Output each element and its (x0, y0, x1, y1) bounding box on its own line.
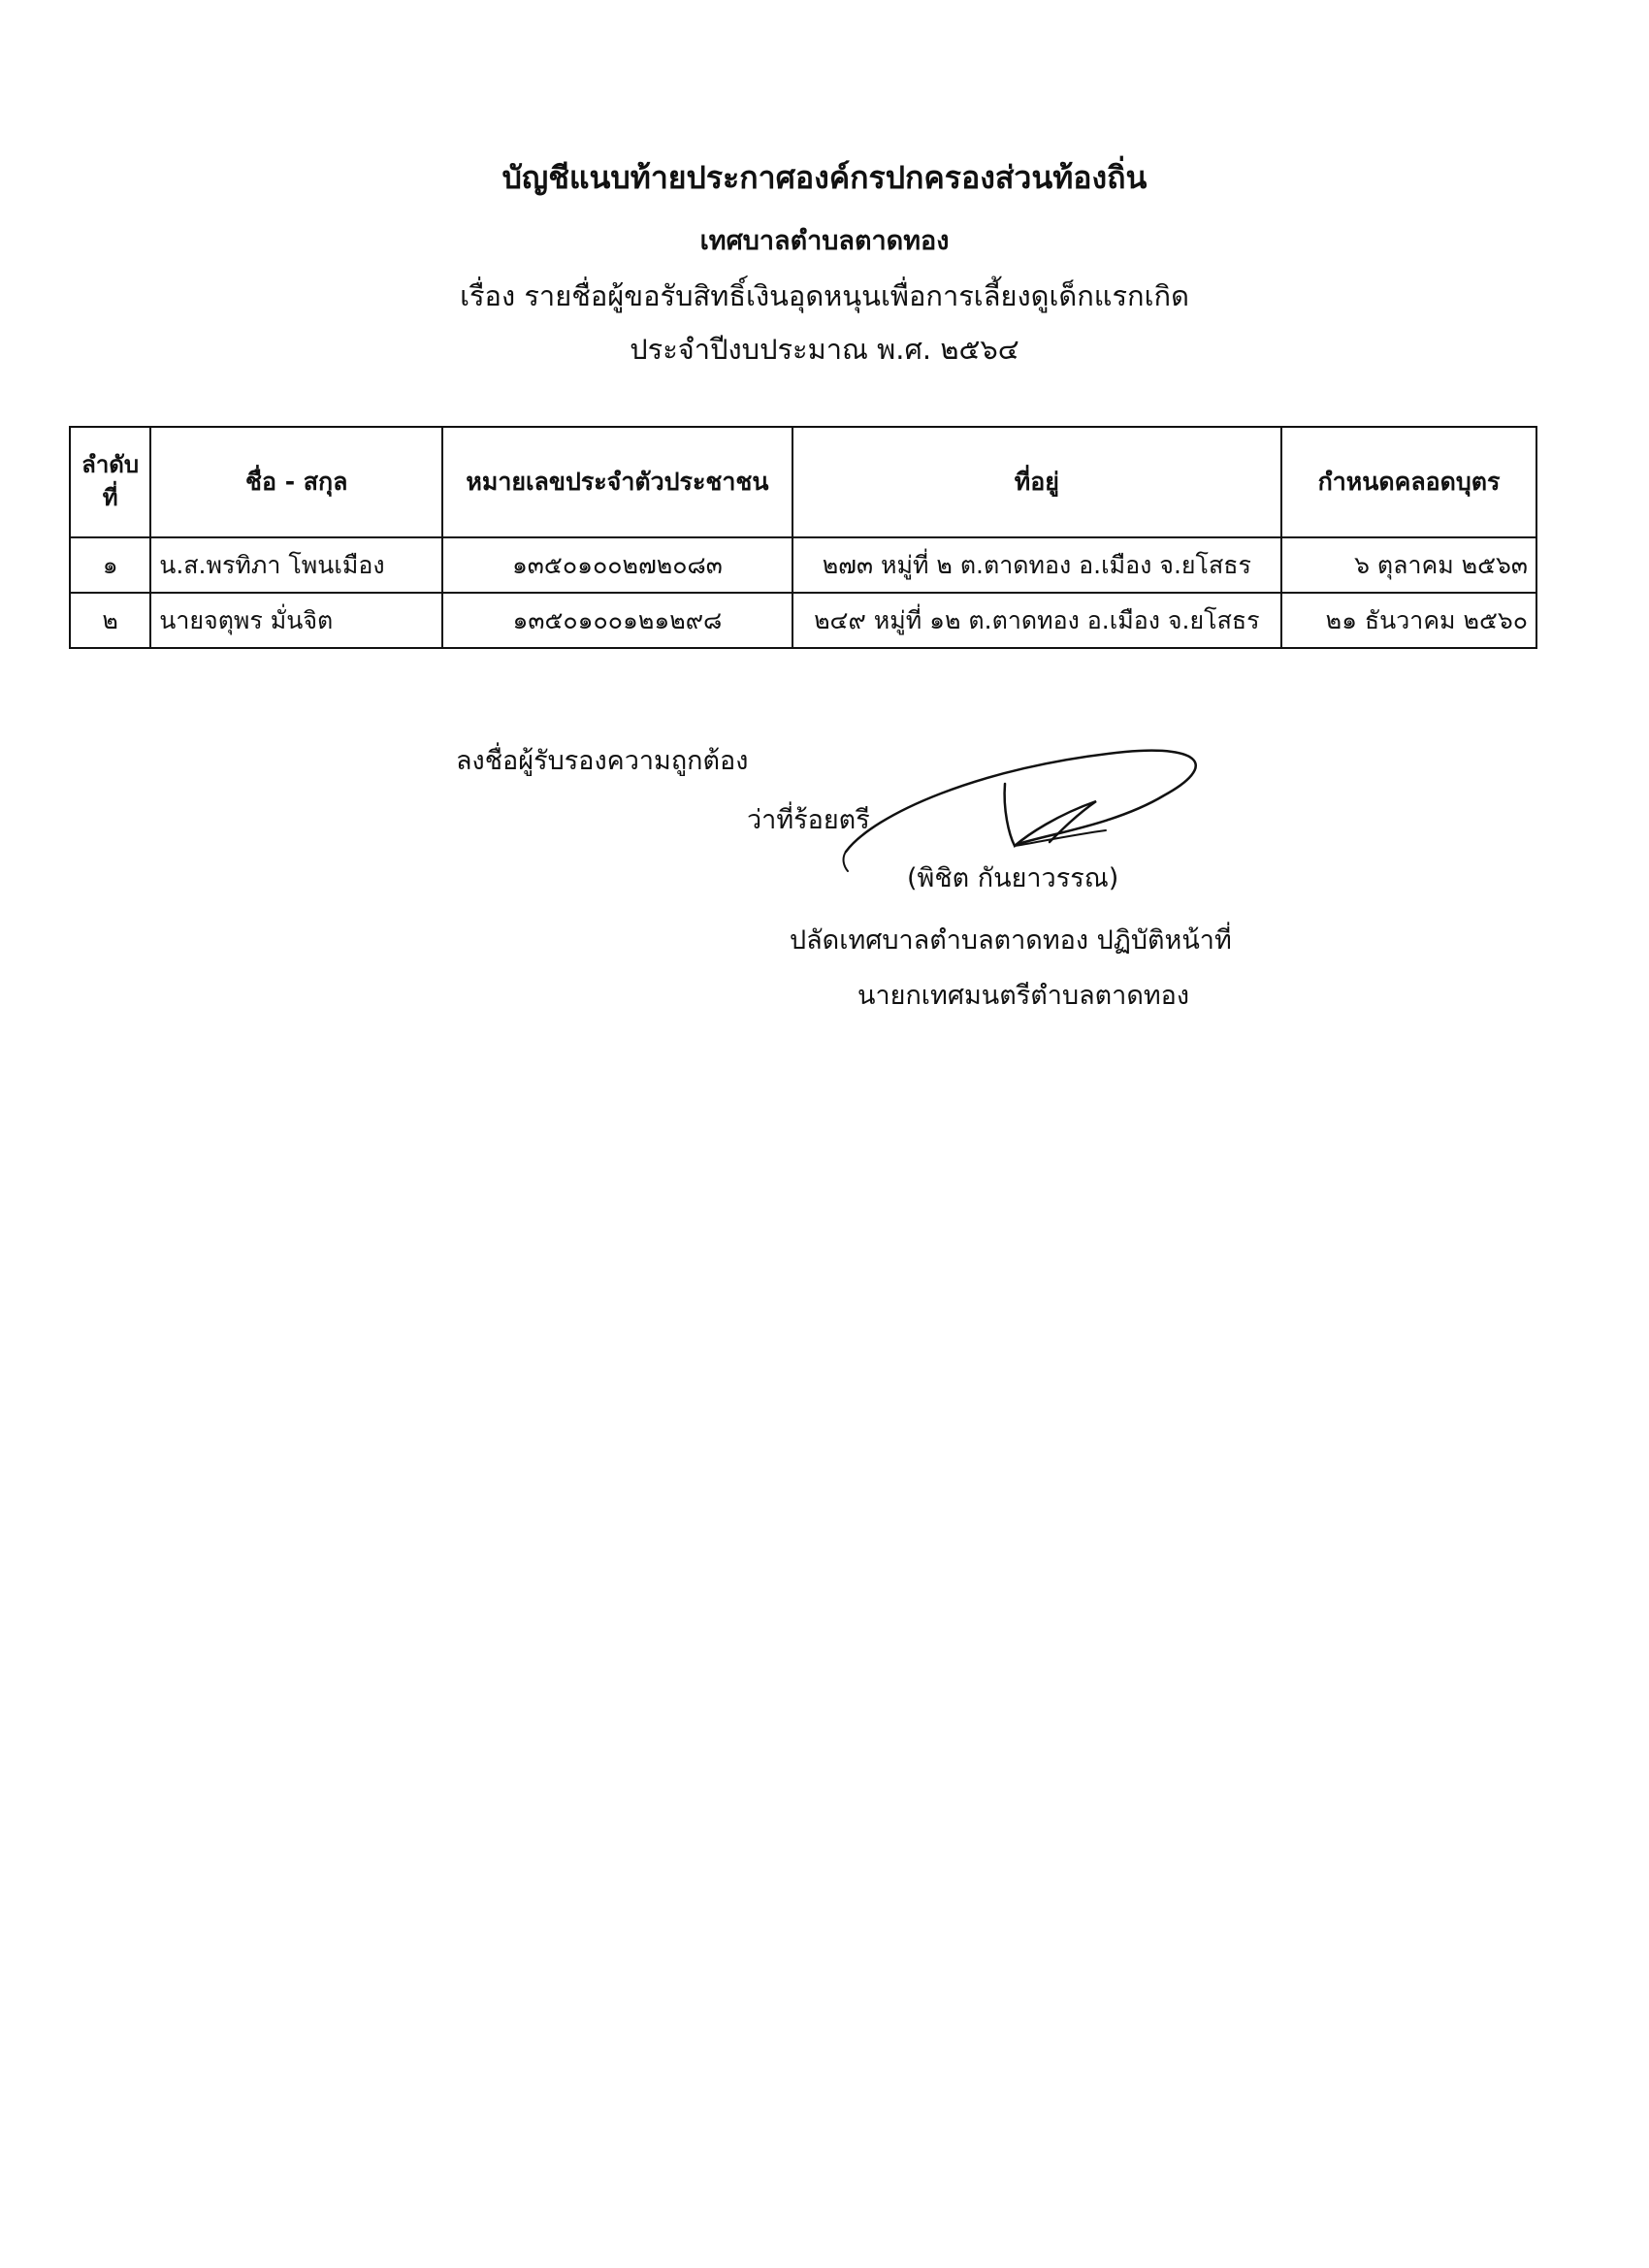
row-id: ๑๓๕๐๑๐๐๑๒๑๒๙๘ (442, 593, 792, 648)
row-address: ๒๔๙ หมู่ที่ ๑๒ ต.ตาดทอง อ.เมือง จ.ยโสธร (792, 593, 1282, 648)
header-no: ลำดับที่ (70, 427, 150, 537)
fiscal-year: ประจำปีงบประมาณ พ.ศ. ๒๕๖๔ (630, 333, 1019, 366)
header-name: ชื่อ - สกุล (150, 427, 442, 537)
row-birth: ๒๑ ธันวาคม ๒๕๖๐ (1281, 593, 1536, 648)
row-name: นายจตุพร มั่นจิต (150, 593, 442, 648)
organization-name: เทศบาลตำบลตาดทอง (699, 226, 950, 256)
signer-rank: ว่าที่ร้อยตรี (747, 805, 870, 835)
signer-position-line1: ปลัดเทศบาลตำบลตาดทอง ปฏิบัติหน้าที่ (790, 925, 1232, 956)
document-subject: เรื่อง รายชื่อผู้ขอรับสิทธิ์เงินอุดหนุนเพื่อการเลี้ยงดูเด็กแรกเกิด (460, 279, 1189, 312)
row-name: น.ส.พรทิภา โพนเมือง (150, 537, 442, 593)
row-no: ๒ (70, 593, 150, 648)
header-address: ที่อยู่ (792, 427, 1282, 537)
header-id: หมายเลขประจำตัวประชาชน (442, 427, 792, 537)
table-row (70, 537, 1536, 593)
header-birth: กำหนดคลอดบุตร (1281, 427, 1536, 537)
row-birth: ๖ ตุลาคม ๒๕๖๓ (1281, 537, 1536, 593)
row-address: ๒๗๓ หมู่ที่ ๒ ต.ตาดทอง อ.เมือง จ.ยโสธร (792, 537, 1282, 593)
row-id: ๑๓๕๐๑๐๐๒๗๒๐๘๓ (442, 537, 792, 593)
signature-caption: ลงชื่อผู้รับรองความถูกต้อง (456, 746, 749, 776)
signer-position-line2: นายกเทศมนตรีตำบลตาดทอง (857, 981, 1190, 1011)
recipients-table (69, 426, 1537, 649)
row-no: ๑ (70, 537, 150, 593)
table-header-row (70, 427, 1536, 537)
table-row (70, 593, 1536, 648)
document-title: บัญชีแนบท้ายประกาศองค์กรปกครองส่วนท้องถิ่น (501, 159, 1148, 196)
signer-name: (พิชิต กันยาวรรณ) (907, 863, 1119, 893)
